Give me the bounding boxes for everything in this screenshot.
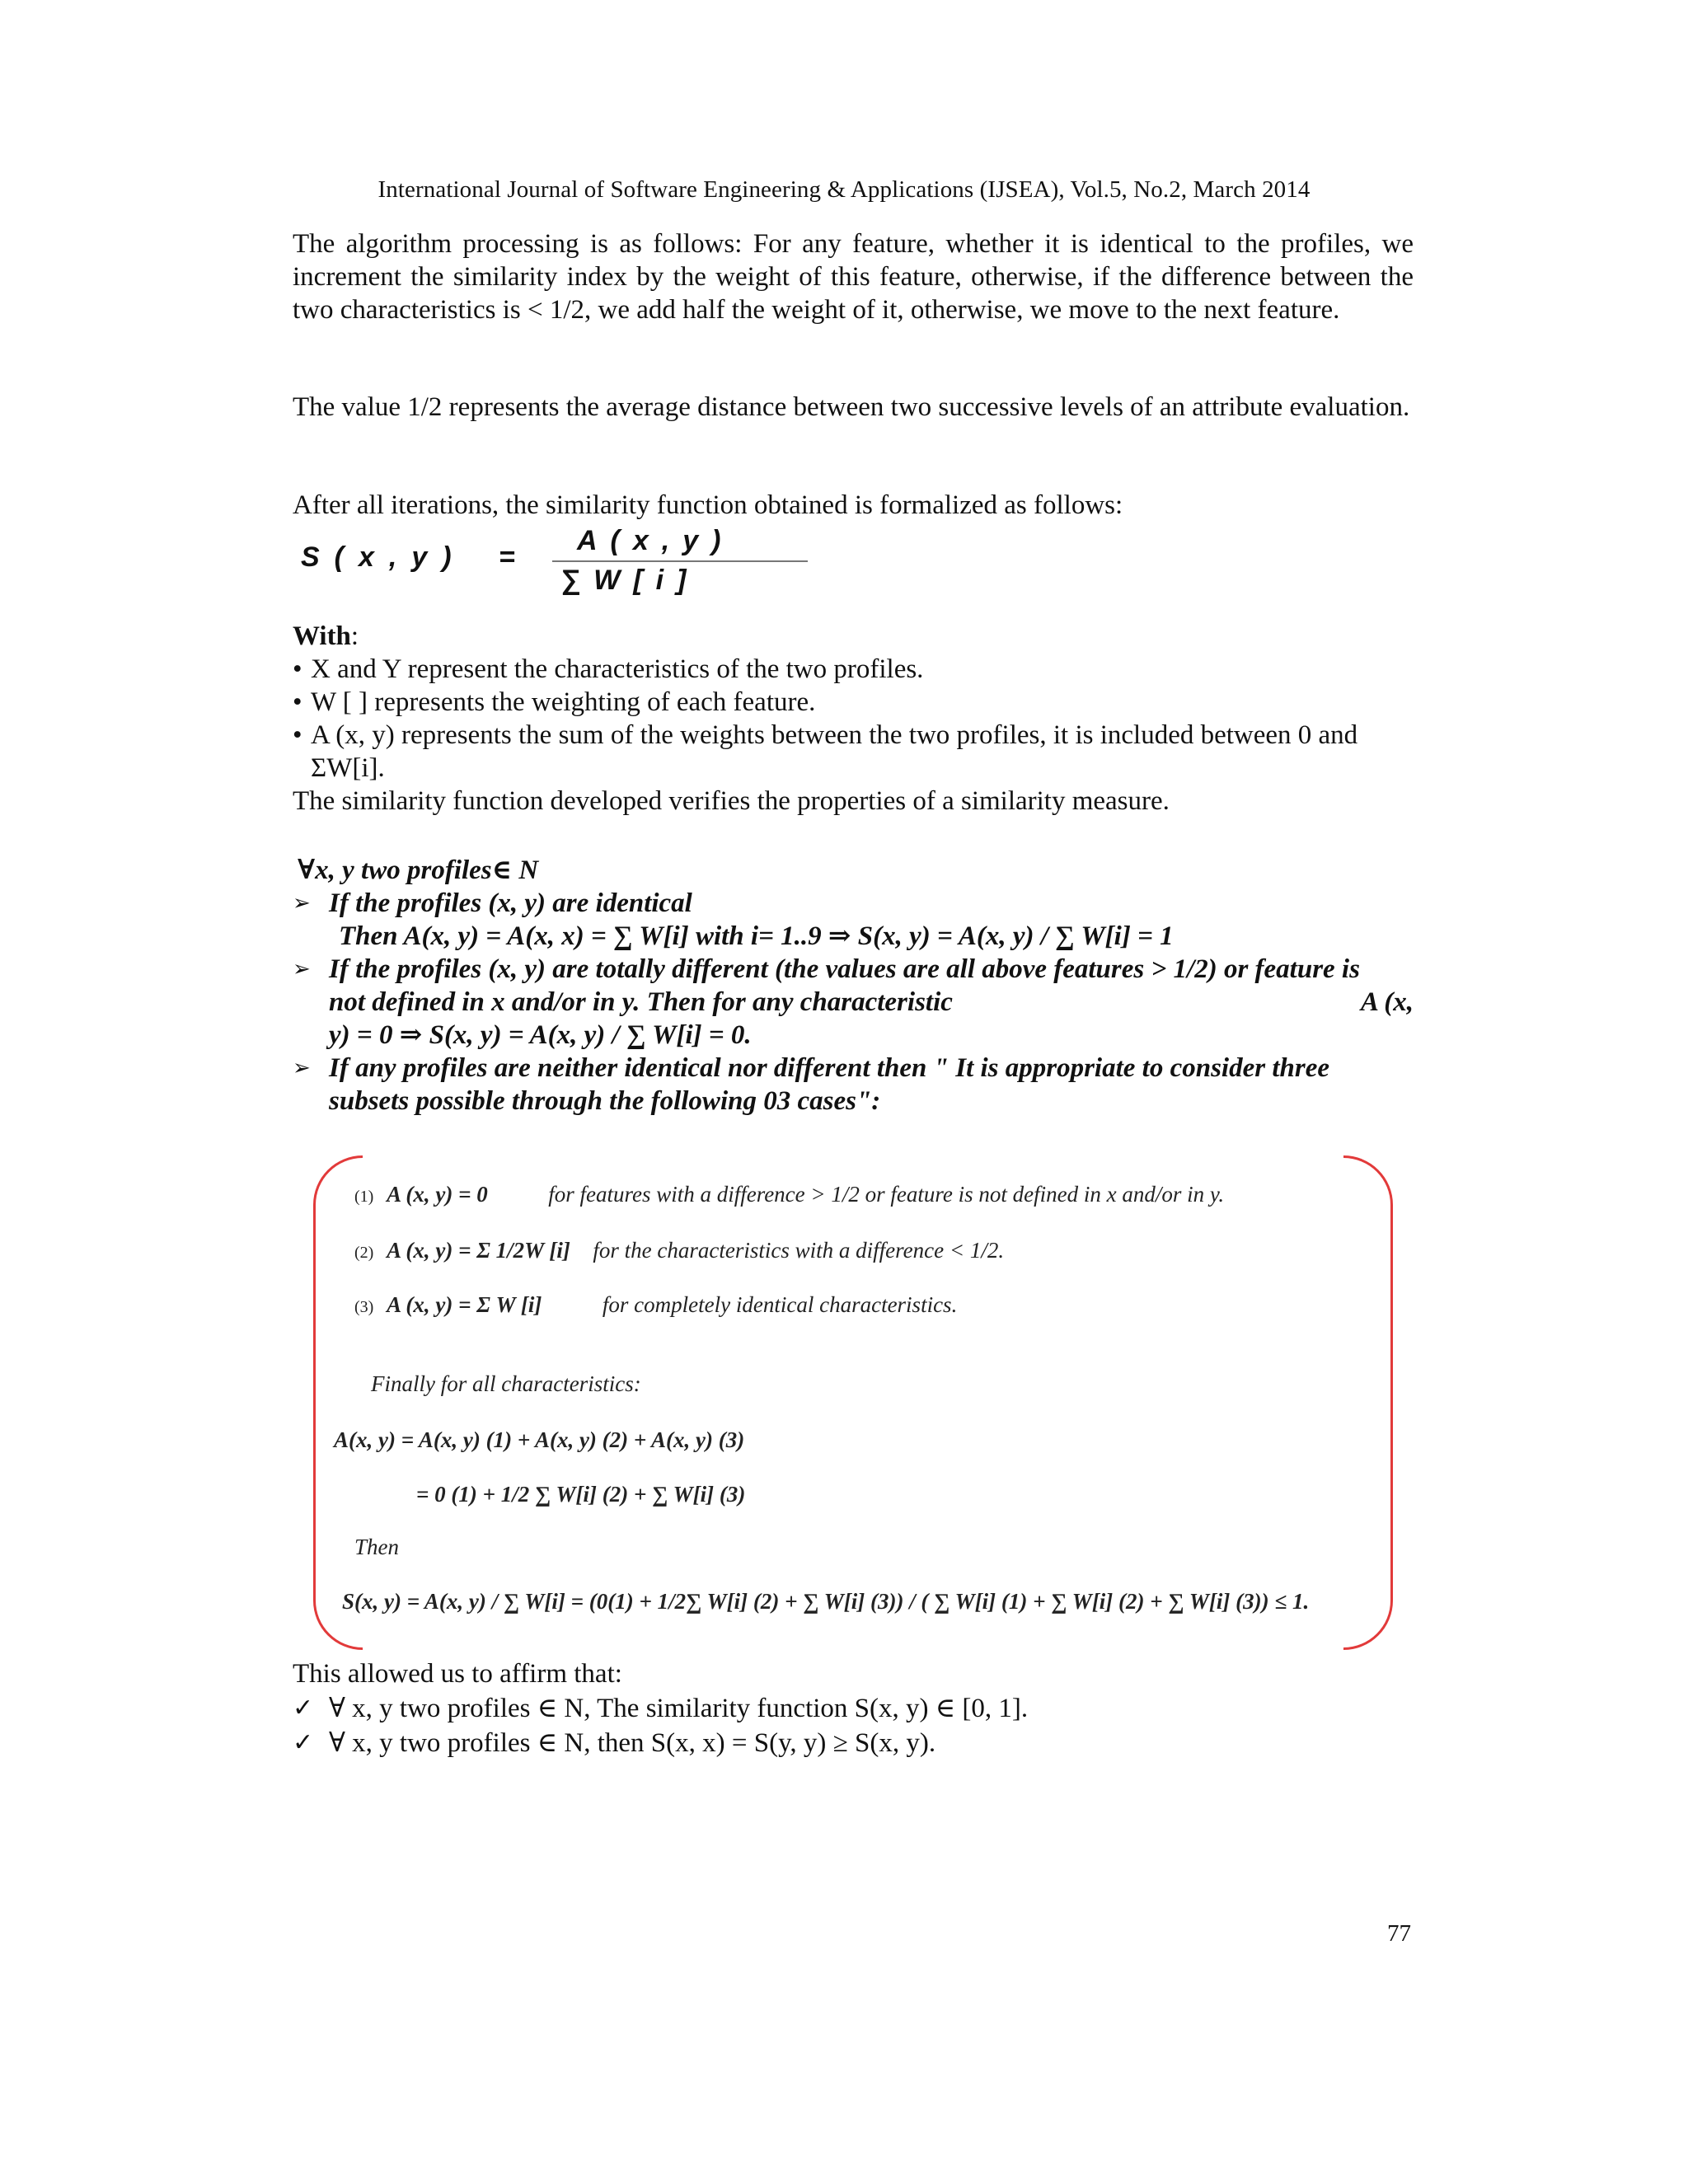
case-number: (1) (354, 1188, 374, 1206)
case-description: for features with a difference > 1/2 or feature is not defined in x and/or in y. (548, 1182, 1225, 1207)
proof-item-line3: y) = 0 ⇒ S(x, y) = A(x, y) / ∑ W[i] = 0. (329, 1020, 752, 1050)
sum-values-equation: = 0 (1) + 1/2 ∑ W[i] (2) + ∑ W[i] (3) (416, 1482, 746, 1507)
case-number: (3) (354, 1298, 374, 1316)
bullet-dot-icon: • (293, 654, 302, 684)
similarity-formula (301, 525, 795, 606)
proof-item-line2-left: not defined in x and/or in y. Then for any characteristic (329, 987, 953, 1017)
arrow-bullet-icon: ➢ (293, 1056, 311, 1080)
verify-sentence: The similarity function developed verifies the properties of a similarity measure. (293, 786, 1170, 816)
proof-item-then: Then A(x, y) = A(x, x) = ∑ W[i] with i= 1..9 ⇒ S(x, y) = A(x, y) / ∑ W[i] = 1 (339, 921, 1174, 951)
proof-item-text: If the profiles (x, y) are identical (329, 888, 692, 918)
paragraph-iterations: After all iterations, the similarity function obtained is formalized as follows: (293, 490, 1123, 520)
paragraph-algorithm: The algorithm processing is as follows: For any feature, whether it is identical to the profiles, we increment the similarity index by the weight of this feature, otherwise, if the difference between the two characteristics is < 1/2, we add half the weight of it, otherwise, we move to the next feature. (293, 229, 1414, 325)
proof-intro: ∀x, y two profiles∈ N (298, 855, 539, 885)
final-inequality: S(x, y) = A(x, y) / ∑ W[i] = (0(1) + 1/2∑ W[i] (2) + ∑ W[i] (3)) / ( ∑ W[i] (1) + ∑ W[i] (2) + ∑ W[i] (3)) ≤ 1. (342, 1589, 1310, 1614)
bullet-dot-icon: • (293, 687, 302, 717)
case-description: for completely identical characteristics. (602, 1292, 958, 1317)
list-item (293, 719, 1414, 785)
formula-denominator: ∑W[i] (560, 565, 700, 596)
with-section (293, 620, 1414, 818)
case-3 (354, 1292, 957, 1318)
fraction-bar (552, 560, 808, 562)
formula-equals: = (499, 541, 515, 573)
proof-item-line2: subsets possible through the following 03 cases": (329, 1086, 881, 1116)
proof-item-neither (293, 1052, 1414, 1118)
formula-lhs: S(x,y) (301, 541, 467, 573)
definition-list (293, 653, 1414, 785)
proof-item-line2 (329, 986, 1414, 1019)
then-label: Then (354, 1535, 399, 1559)
page-number: 77 (1387, 1920, 1411, 1947)
with-colon: : (350, 621, 359, 651)
journal-header: International Journal of Software Engineering & Applications (IJSEA), Vol.5, No.2, March 2014 (377, 176, 1311, 203)
arrow-bullet-icon: ➢ (293, 957, 311, 982)
bullet-text: X and Y represent the characteristics of the two profiles. (311, 654, 924, 684)
case-description: for the characteristics with a difference < 1/2. (593, 1238, 1005, 1263)
conclusion-item-text: ∀ x, y two profiles ∈ N, then S(x, x) = S(y, y) ≥ S(x, y). (329, 1728, 936, 1758)
case-1 (354, 1182, 1224, 1207)
bullet-continuation: ΣW[i]. (311, 753, 385, 783)
proof-item-line2-right: A (x, (1360, 987, 1414, 1017)
case-equation: A (x, y) = 0 (387, 1182, 488, 1207)
bullet-dot-icon: • (293, 720, 302, 750)
sum-equation: A(x, y) = A(x, y) (1) + A(x, y) (2) + A(x, y) (3) (334, 1427, 745, 1452)
arrow-bullet-icon: ➢ (293, 891, 311, 916)
list-item (293, 686, 1414, 719)
case-equation: A (x, y) = Σ W [i] (387, 1292, 542, 1317)
proof-item-text: If any profiles are neither identical nor different then " It is appropriate to consider three (329, 1053, 1329, 1083)
case-equation: A (x, y) = Σ 1/2W [i] (387, 1238, 570, 1263)
cases-figure (309, 1155, 1397, 1650)
proof-item-different (293, 953, 1414, 1052)
with-label: With (293, 621, 351, 651)
conclusion-section (293, 1657, 1414, 1760)
formula-numerator: A(x,y) (577, 525, 734, 556)
proof-item-identical (293, 887, 1414, 953)
conclusion-item (293, 1691, 1414, 1726)
left-brace (313, 1155, 363, 1650)
bullet-text: A (x, y) represents the sum of the weights between the two profiles, it is included between 0 and (311, 720, 1358, 750)
proof-section (293, 854, 1414, 1118)
check-mark-icon: ✓ (293, 1728, 314, 1757)
list-item (293, 653, 1414, 686)
paragraph-value-half: The value 1/2 represents the average distance between two successive levels of an attribute evaluation. (293, 392, 1410, 422)
case-2 (354, 1238, 1004, 1263)
conclusion-item-text: ∀ x, y two profiles ∈ N, The similarity function S(x, y) ∈ [0, 1]. (329, 1694, 1029, 1723)
proof-item-text: If the profiles (x, y) are totally different (the values are all above features > 1/2) or feature is (329, 954, 1360, 984)
bullet-text: W [ ] represents the weighting of each feature. (311, 687, 816, 717)
right-brace (1343, 1155, 1393, 1650)
case-number: (2) (354, 1244, 374, 1262)
check-mark-icon: ✓ (293, 1694, 314, 1722)
conclusion-lead: This allowed us to affirm that: (293, 1659, 622, 1689)
finally-label: Finally for all characteristics: (371, 1371, 641, 1396)
conclusion-item (293, 1726, 1414, 1760)
